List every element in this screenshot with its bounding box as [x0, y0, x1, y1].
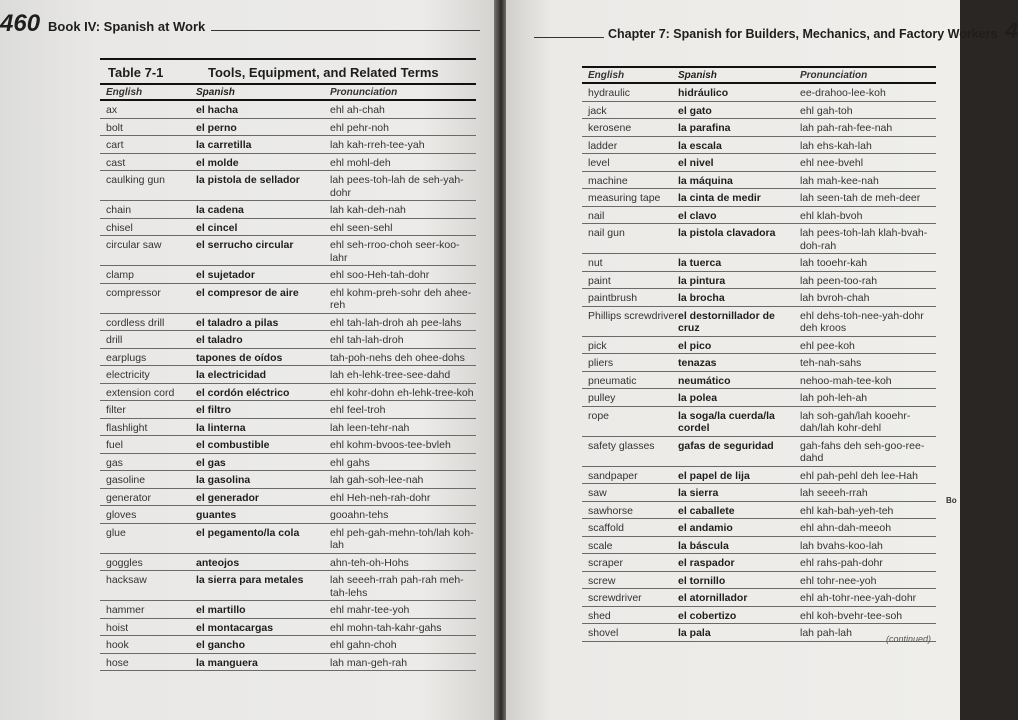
table-row [100, 601, 476, 619]
table-row [100, 331, 476, 349]
spanish-term: gafas de seguridad [678, 439, 774, 452]
table-row [100, 366, 476, 384]
head-rule [211, 20, 480, 31]
pronunciation: ehl koh-bvehr-tee-soh [800, 609, 903, 622]
pronunciation: ehl gah-toh [800, 104, 853, 117]
english-term: generator [106, 491, 151, 504]
spanish-term: el papel de lija [678, 469, 750, 482]
page-number: 4 [1005, 18, 1018, 43]
spanish-term: el nivel [678, 157, 714, 169]
left-page [0, 0, 496, 720]
english-term: hose [106, 656, 129, 669]
table-title [100, 58, 476, 85]
spanish-term: la soga/la cuerda/la cordel [678, 409, 775, 434]
table-row [100, 266, 476, 284]
spanish-term: la pistola de sellador [196, 174, 300, 186]
spanish-term: la máquina [678, 174, 733, 187]
table-row [582, 254, 936, 272]
table-row [100, 524, 476, 554]
column-header-english: English [588, 70, 625, 81]
table-row [582, 519, 936, 537]
english-term: nail [588, 209, 605, 222]
pronunciation: ehl tah-lah-droh ah pee-lahs [330, 316, 462, 329]
pronunciation: ehl mohl-deh [330, 156, 391, 169]
table-row [582, 437, 936, 467]
spanish-term: neumático [678, 374, 731, 387]
spanish-term: el combustible [196, 439, 270, 451]
table-row [582, 607, 936, 625]
table-row [582, 84, 936, 102]
spanish-term: la parafina [678, 122, 731, 134]
table-row [582, 354, 936, 372]
spanish-term: la brocha [678, 292, 725, 304]
english-term: glue [106, 526, 126, 539]
pronunciation: ehl mohn-tah-kahr-gahs [330, 621, 442, 634]
english-term: nut [588, 257, 603, 269]
table-row [582, 407, 936, 437]
english-term: safety glasses [588, 439, 655, 452]
english-term: kerosene [588, 122, 632, 134]
pronunciation: lah eh-lehk-tree-see-dahd [330, 369, 451, 381]
english-term: ladder [588, 139, 618, 152]
pronunciation: ehl seen-sehl [330, 221, 393, 234]
english-term: machine [588, 174, 628, 187]
column-header-spanish: Spanish [196, 87, 235, 98]
pronunciation: ehl ah-chah [330, 104, 385, 116]
table-row [100, 619, 476, 637]
pronunciation: tah-poh-nehs deh ohee-dohs [330, 351, 465, 364]
table-row [100, 236, 476, 266]
pronunciation: lah bvroh-chah [800, 292, 870, 304]
english-term: chisel [106, 221, 133, 234]
pronunciation: ehl kohm-preh-sohr deh ahee-reh [330, 286, 472, 311]
spanish-term: la manguera [196, 656, 258, 669]
left-running-head [0, 10, 480, 38]
pronunciation: lah man-geh-rah [330, 656, 408, 669]
english-term: bolt [106, 121, 123, 134]
english-term: extension cord [106, 386, 175, 399]
english-term: level [588, 157, 610, 169]
spanish-term: guantes [196, 509, 237, 521]
spanish-term: el pegamento/la cola [196, 526, 300, 539]
table-row [100, 454, 476, 472]
pronunciation: ehl ahn-dah-meeoh [800, 522, 892, 534]
pronunciation: lah seen-tah de meh-deer [800, 192, 921, 204]
spanish-term: la pistola clavadora [678, 227, 776, 239]
english-term: electricity [106, 369, 150, 381]
table-row [582, 554, 936, 572]
pronunciation: lah kah-rreh-tee-yah [330, 139, 425, 151]
pronunciation: lah gah-soh-lee-nah [330, 474, 424, 486]
table-row [582, 572, 936, 590]
english-term: nail gun [588, 227, 625, 239]
pronunciation: lah seeeh-rrah [800, 487, 868, 499]
spanish-term: la pala [678, 627, 711, 639]
pronunciation: ehl klah-bvoh [800, 209, 863, 222]
pronunciation: ehl mahr-tee-yoh [330, 604, 410, 616]
table-row [100, 571, 476, 601]
edge-tab-text: Bo [946, 496, 957, 505]
column-header-english: English [106, 87, 143, 98]
table-row [100, 506, 476, 524]
english-term: measuring tape [588, 192, 661, 204]
table-header [582, 66, 936, 84]
english-term: gas [106, 456, 123, 469]
english-term: gasoline [106, 474, 146, 486]
continued-note: (continued) [886, 634, 932, 644]
pronunciation: ehl seh-rroo-choh seer-koo-lahr [330, 239, 460, 264]
spanish-term: el gancho [196, 639, 246, 651]
pronunciation: ehl ah-tohr-nee-yah-dohr [800, 592, 917, 604]
pronunciation: lah pah-rah-fee-nah [800, 122, 893, 134]
spanish-term: la cadena [196, 204, 244, 216]
english-term: chain [106, 204, 132, 216]
spanish-term: la tuerca [678, 257, 722, 269]
spanish-term: el destornillador de cruz [678, 309, 775, 334]
english-term: cart [106, 139, 124, 151]
table-row [100, 171, 476, 201]
english-term: filter [106, 404, 126, 416]
spanish-term: el martillo [196, 604, 246, 616]
spanish-term: la sierra [678, 487, 719, 499]
spanish-term: el sujetador [196, 269, 255, 281]
table-row [582, 224, 936, 254]
table-row [100, 136, 476, 154]
english-term: ax [106, 104, 118, 116]
pronunciation: ehl pah-pehl deh lee-Hah [800, 469, 918, 482]
table-row [582, 467, 936, 485]
pronunciation: ehl gahn-choh [330, 639, 397, 651]
spanish-term: el generador [196, 491, 260, 504]
english-term: hacksaw [106, 574, 147, 586]
english-term: caulking gun [106, 174, 165, 186]
spanish-term: la polea [678, 392, 718, 404]
english-term: saw [588, 487, 607, 499]
spanish-term: el molde [196, 156, 239, 169]
english-term: pick [588, 339, 607, 352]
english-term: sandpaper [588, 469, 638, 482]
spanish-term: el taladro a pilas [196, 316, 279, 329]
english-term: scaffold [588, 522, 624, 534]
english-term: goggles [106, 556, 143, 569]
pronunciation: gah-fahs deh seh-goo-ree-dahd [800, 439, 925, 464]
spanish-term: el hacha [196, 104, 239, 116]
table-row [582, 272, 936, 290]
spanish-term: el caballete [678, 504, 735, 517]
english-term: clamp [106, 269, 135, 281]
spanish-term: el raspador [678, 557, 735, 569]
pronunciation: ehl tah-lah-droh [330, 334, 404, 346]
spanish-term: el clavo [678, 209, 717, 222]
spanish-term: el tornillo [678, 574, 726, 587]
table-row [582, 289, 936, 307]
table-row [582, 102, 936, 120]
english-term: compressor [106, 286, 161, 299]
spanish-term: la carretilla [196, 139, 252, 151]
english-term: earplugs [106, 351, 147, 364]
english-term: hammer [106, 604, 145, 616]
spanish-term: el compresor de aire [196, 286, 299, 299]
table-row [582, 119, 936, 137]
table-row [100, 419, 476, 437]
chapter-title: Chapter 7: Spanish for Builders, Mechanics, and Factory Workers [608, 27, 998, 41]
table-row [582, 337, 936, 355]
table-row [100, 636, 476, 654]
english-term: gloves [106, 509, 137, 521]
pronunciation: lah mah-kee-nah [800, 174, 879, 187]
spanish-term: el cordón eléctrico [196, 386, 290, 399]
english-term: hook [106, 639, 129, 651]
table-row [582, 372, 936, 390]
table-row [100, 219, 476, 237]
english-term: jack [588, 104, 607, 117]
right-page [506, 0, 1018, 720]
table-row [100, 554, 476, 572]
pronunciation: lah pees-toh-lah de seh-yah-dohr [330, 174, 464, 199]
spanish-term: la cinta de medir [678, 192, 761, 204]
pronunciation: lah leen-tehr-nah [330, 421, 410, 434]
spanish-term: hidráulico [678, 87, 729, 99]
english-term: rope [588, 409, 610, 422]
english-term: hoist [106, 621, 129, 634]
table-number: Table 7-1 [108, 65, 164, 80]
table-row [582, 389, 936, 407]
pronunciation: lah soh-gah/lah kooehr-dah/lah kohr-dehl [800, 409, 911, 434]
spanish-term: el serrucho circular [196, 239, 294, 251]
english-term: shed [588, 609, 611, 622]
spanish-term: anteojos [196, 556, 240, 569]
spanish-term: el perno [196, 121, 237, 134]
spanish-term: el montacargas [196, 621, 274, 634]
pronunciation: ehl tohr-nee-yoh [800, 574, 877, 587]
spanish-term: el andamio [678, 522, 733, 534]
column-header-pronunciation: Pronunciation [800, 70, 868, 81]
english-term: Phillips screwdriver [588, 309, 678, 322]
head-rule [534, 27, 604, 38]
pronunciation: lah pah-lah [800, 627, 852, 639]
spanish-term: el filtro [196, 404, 232, 416]
table-row [100, 119, 476, 137]
pronunciation: ehl Heh-neh-rah-dohr [330, 491, 431, 504]
pronunciation: ehl kohr-dohn eh-lehk-tree-koh [330, 386, 474, 399]
english-term: circular saw [106, 239, 162, 251]
pronunciation: lah peen-too-rah [800, 274, 878, 287]
english-term: pulley [588, 392, 616, 404]
english-term: screw [588, 574, 616, 587]
table-row [100, 471, 476, 489]
english-term: pneumatic [588, 374, 637, 387]
english-term: hydraulic [588, 87, 631, 99]
table-row [582, 624, 936, 642]
english-term: sawhorse [588, 504, 633, 517]
table-row [100, 384, 476, 402]
pronunciation: lah ehs-kah-lah [800, 139, 872, 152]
spanish-term: el cobertizo [678, 609, 737, 622]
table-row [582, 589, 936, 607]
english-term: paint [588, 274, 611, 287]
table-row [100, 401, 476, 419]
table-row [100, 349, 476, 367]
table-row [100, 314, 476, 332]
spanish-term: el cincel [196, 221, 238, 234]
right-running-head [534, 18, 1018, 44]
english-term: scale [588, 539, 613, 552]
english-term: paintbrush [588, 292, 638, 304]
english-term: screwdriver [588, 592, 642, 604]
pronunciation: ehl peh-gah-mehn-toh/lah koh-lah [330, 526, 474, 551]
spanish-term: la pintura [678, 274, 726, 287]
tools-table [100, 58, 476, 671]
table-row [100, 489, 476, 507]
table-row [100, 154, 476, 172]
english-term: fuel [106, 439, 123, 451]
pronunciation: lah kah-deh-nah [330, 204, 406, 216]
pronunciation: ehl rahs-pah-dohr [800, 557, 883, 569]
pronunciation: lah seeeh-rrah pah-rah meh-tah-lehs [330, 574, 464, 599]
table-row [100, 101, 476, 119]
table-body [582, 84, 936, 642]
spanish-term: el pico [678, 339, 712, 352]
pronunciation: teh-nah-sahs [800, 357, 862, 369]
spanish-term: el atornillador [678, 592, 748, 604]
pronunciation: ehl feel-troh [330, 404, 386, 416]
table-row [100, 201, 476, 219]
pronunciation: lah bvahs-koo-lah [800, 539, 883, 552]
column-header-pronunciation: Pronunciation [330, 87, 398, 98]
spanish-term: tenazas [678, 357, 717, 369]
english-term: pliers [588, 357, 614, 369]
pronunciation: ee-drahoo-lee-koh [800, 87, 886, 99]
column-header-spanish: Spanish [678, 70, 717, 81]
pronunciation: ehl nee-bvehl [800, 157, 864, 169]
table-row [100, 654, 476, 672]
table-body [100, 101, 476, 671]
table-header [100, 85, 476, 101]
table-row [582, 189, 936, 207]
spanish-term: la electricidad [196, 369, 267, 381]
english-term: drill [106, 334, 123, 346]
english-term: cordless drill [106, 316, 165, 329]
spanish-term: la sierra para metales [196, 574, 304, 586]
table-row [582, 502, 936, 520]
pronunciation: ahn-teh-oh-Hohs [330, 556, 409, 569]
english-term: shovel [588, 627, 619, 639]
table-row [582, 537, 936, 555]
pronunciation: ehl soo-Heh-tah-dohr [330, 269, 430, 281]
table-row [582, 137, 936, 155]
spanish-term: el gas [196, 456, 226, 469]
pronunciation: lah poh-leh-ah [800, 392, 868, 404]
spanish-term: el taladro [196, 334, 243, 346]
page-number: 460 [0, 10, 41, 37]
pronunciation: ehl kah-bah-yeh-teh [800, 504, 894, 517]
tools-table-continued [582, 66, 936, 642]
english-term: scraper [588, 557, 624, 569]
spanish-term: la gasolina [196, 474, 251, 486]
pronunciation: lah tooehr-kah [800, 257, 868, 269]
table-row [100, 284, 476, 314]
table-row [100, 436, 476, 454]
book-title: Book IV: Spanish at Work [48, 19, 206, 34]
spanish-term: tapones de oídos [196, 351, 283, 364]
english-term: cast [106, 156, 126, 169]
table-row [582, 207, 936, 225]
pronunciation: gooahn-tehs [330, 509, 389, 521]
pronunciation: ehl pehr-noh [330, 121, 389, 134]
table-row [582, 154, 936, 172]
spanish-term: la escala [678, 139, 722, 152]
table-caption: Tools, Equipment, and Related Terms [208, 65, 439, 80]
spanish-term: la báscula [678, 539, 729, 552]
english-term: flashlight [106, 421, 148, 434]
spanish-term: el gato [678, 104, 712, 117]
pronunciation: nehoo-mah-tee-koh [800, 374, 892, 387]
table-row [582, 484, 936, 502]
table-row [582, 307, 936, 337]
spanish-term: la linterna [196, 421, 246, 434]
pronunciation: ehl pee-koh [800, 339, 855, 352]
table-row [582, 172, 936, 190]
pronunciation: ehl gahs [330, 456, 370, 469]
pronunciation: lah pees-toh-lah klah-bvah-doh-rah [800, 227, 928, 252]
pronunciation: ehl dehs-toh-nee-yah-dohr deh kroos [800, 309, 924, 334]
pronunciation: ehl kohm-bvoos-tee-bvleh [330, 439, 451, 451]
